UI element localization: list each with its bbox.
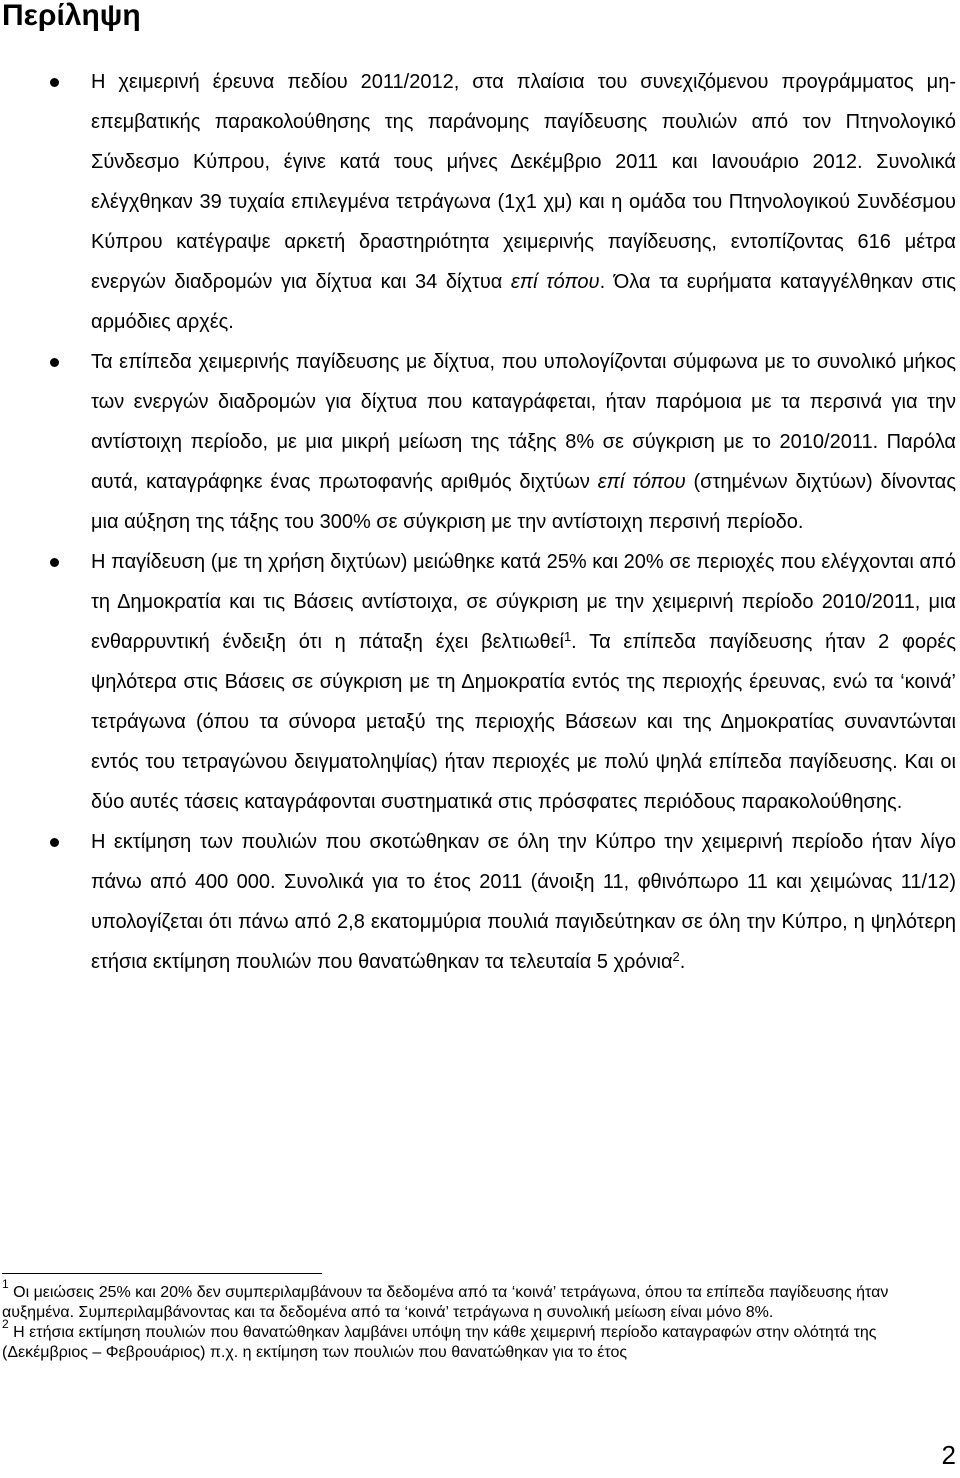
footnote-separator bbox=[2, 1273, 322, 1274]
paragraph-text: . Όλα τα ευρήματα καταγγέλθηκαν στις αρμόδιες αρχές. bbox=[91, 271, 956, 333]
bullet-paragraph bbox=[0, 62, 960, 342]
paragraph-text: . bbox=[679, 951, 686, 973]
footnote-reference: 1 bbox=[563, 629, 572, 644]
footnote-item bbox=[2, 1317, 954, 1363]
italic-text: επί τόπου bbox=[597, 471, 686, 493]
paragraph-text: Τα επίπεδα χειμερινής παγίδευσης με δίχτυα, που υπολογίζονται σύμφωνα με το συνολικό μήκος των ενεργών διαδρομών για δίχτυα που καταγράφεται, ήταν παρόμοια με τα περσινά για την αντίστοιχη περίοδο, με μια μικρή μείωση της τάξης 8% σε σύγκριση με το 2010/2011. Παρόλα αυτά, καταγράφηκε ένας πρωτοφανής αριθμός διχτύων bbox=[91, 351, 956, 493]
footnote-mark: 1 bbox=[2, 1277, 9, 1291]
page-title: Περίληψη bbox=[2, 0, 141, 32]
bullet-paragraph bbox=[0, 542, 960, 822]
bullet-paragraph bbox=[0, 822, 960, 982]
footnote-item bbox=[2, 1277, 954, 1323]
bullet-dot-icon bbox=[50, 358, 59, 367]
bullet-paragraph bbox=[0, 342, 960, 542]
footnote-mark: 2 bbox=[2, 1317, 9, 1331]
paragraph-text: (στημένων διχτύων) δίνοντας μια αύξηση της τάξης του 300% σε σύγκριση με την αντίστοιχη περσινή περίοδο. bbox=[91, 471, 956, 533]
page-number: 2 bbox=[941, 1440, 956, 1470]
footnote-reference: 2 bbox=[672, 949, 680, 964]
footnote-text: Οι μειώσεις 25% και 20% δεν συμπεριλαμβάνουν τα δεδομένα από τα ‘κοινά’ τετράγωνα, όπου τα επίπεδα παγίδευσης ήταν αυξημένα. Συμπεριλαμβάνοντας και τα δεδομένα από τα ‘κοινά’ τετράγωνα η συνολική μείωση είναι μόνο 8%. bbox=[2, 1284, 889, 1321]
bullet-dot-icon bbox=[50, 838, 59, 847]
summary-bullet-list bbox=[0, 62, 960, 982]
italic-text: επί τόπου bbox=[510, 271, 600, 293]
footnote-text: Η ετήσια εκτίμηση πουλιών που θανατώθηκαν λαμβάνει υπόψη την κάθε χειμερινή περίοδο καταγραφών στην ολότητά της (Δεκέμβριος – Φεβρουάριος) π.χ. η εκτίμηση των πουλιών που θανατώθηκαν για το έτος bbox=[2, 1324, 877, 1361]
paragraph-text: Η χειμερινή έρευνα πεδίου 2011/2012, στα πλαίσια του συνεχιζόμενου προγράμματος μη-επεμβατικής παρακολούθησης της παράνομης παγίδευσης πουλιών από τον Πτηνολογικό Σύνδεσμο Κύπρου, έγινε κατά τους μήνες Δεκέμβριο 2011 και Ιανουάριο 2012. Συνολικά ελέγχθηκαν 39 τυχαία επιλεγμένα τετράγωνα (1χ1 χμ) και η ομάδα του Πτηνολογικού Συνδέσμου Κύπρου κατέγραψε αρκετή δραστηριότητα χειμερινής παγίδευσης, εντοπίζοντας 616 μέτρα ενεργών διαδρομών για δίχτυα και 34 δίχτυα bbox=[91, 71, 956, 293]
paragraph-text: Η εκτίμηση των πουλιών που σκοτώθηκαν σε όλη την Κύπρο την χειμερινή περίοδο ήταν λίγο πάνω από 400 000. Συνολικά για το έτος 2011 (άνοιξη 11, φθινόπωρο 11 και χειμώνας 11/12) υπολογίζεται ότι πάνω από 2,8 εκατομμύρια πουλιά παγιδεύτηκαν σε όλη την Κύπρο, η ψηλότερη ετήσια εκτίμηση πουλιών που θανατώθηκαν τα τελευταία 5 χρόνια bbox=[91, 831, 956, 973]
footnotes bbox=[2, 1277, 954, 1363]
bullet-dot-icon bbox=[50, 558, 59, 567]
paragraph-text: . Τα επίπεδα παγίδευσης ήταν 2 φορές ψηλότερα στις Βάσεις σε σύγκριση με τη Δημοκρατία εντός της περιοχής έρευνας, ενώ τα ‘κοινά’ τετράγωνα (όπου τα σύνορα μεταξύ της περιοχής Βάσεων και της Δημοκρατίας συναντώνται εντός του τετραγώνου δειγματοληψίας) ήταν περιοχές με πολύ ψηλά επίπεδα παγίδευσης. Και οι δύο αυτές τάσεις καταγράφονται συστηματικά στις πρόσφατες περιόδους παρακολούθησης. bbox=[91, 631, 956, 813]
paragraph-text: Η παγίδευση (με τη χρήση διχτύων) μειώθηκε κατά 25% και 20% σε περιοχές που ελέγχονται από τη Δημοκρατία και τις Βάσεις αντίστοιχα, σε σύγκριση με την χειμερινή περίοδο 2010/2011, μια ενθαρρυντική ένδειξη ότι η πάταξη έχει βελτιωθεί bbox=[91, 551, 956, 653]
bullet-dot-icon bbox=[50, 78, 59, 87]
